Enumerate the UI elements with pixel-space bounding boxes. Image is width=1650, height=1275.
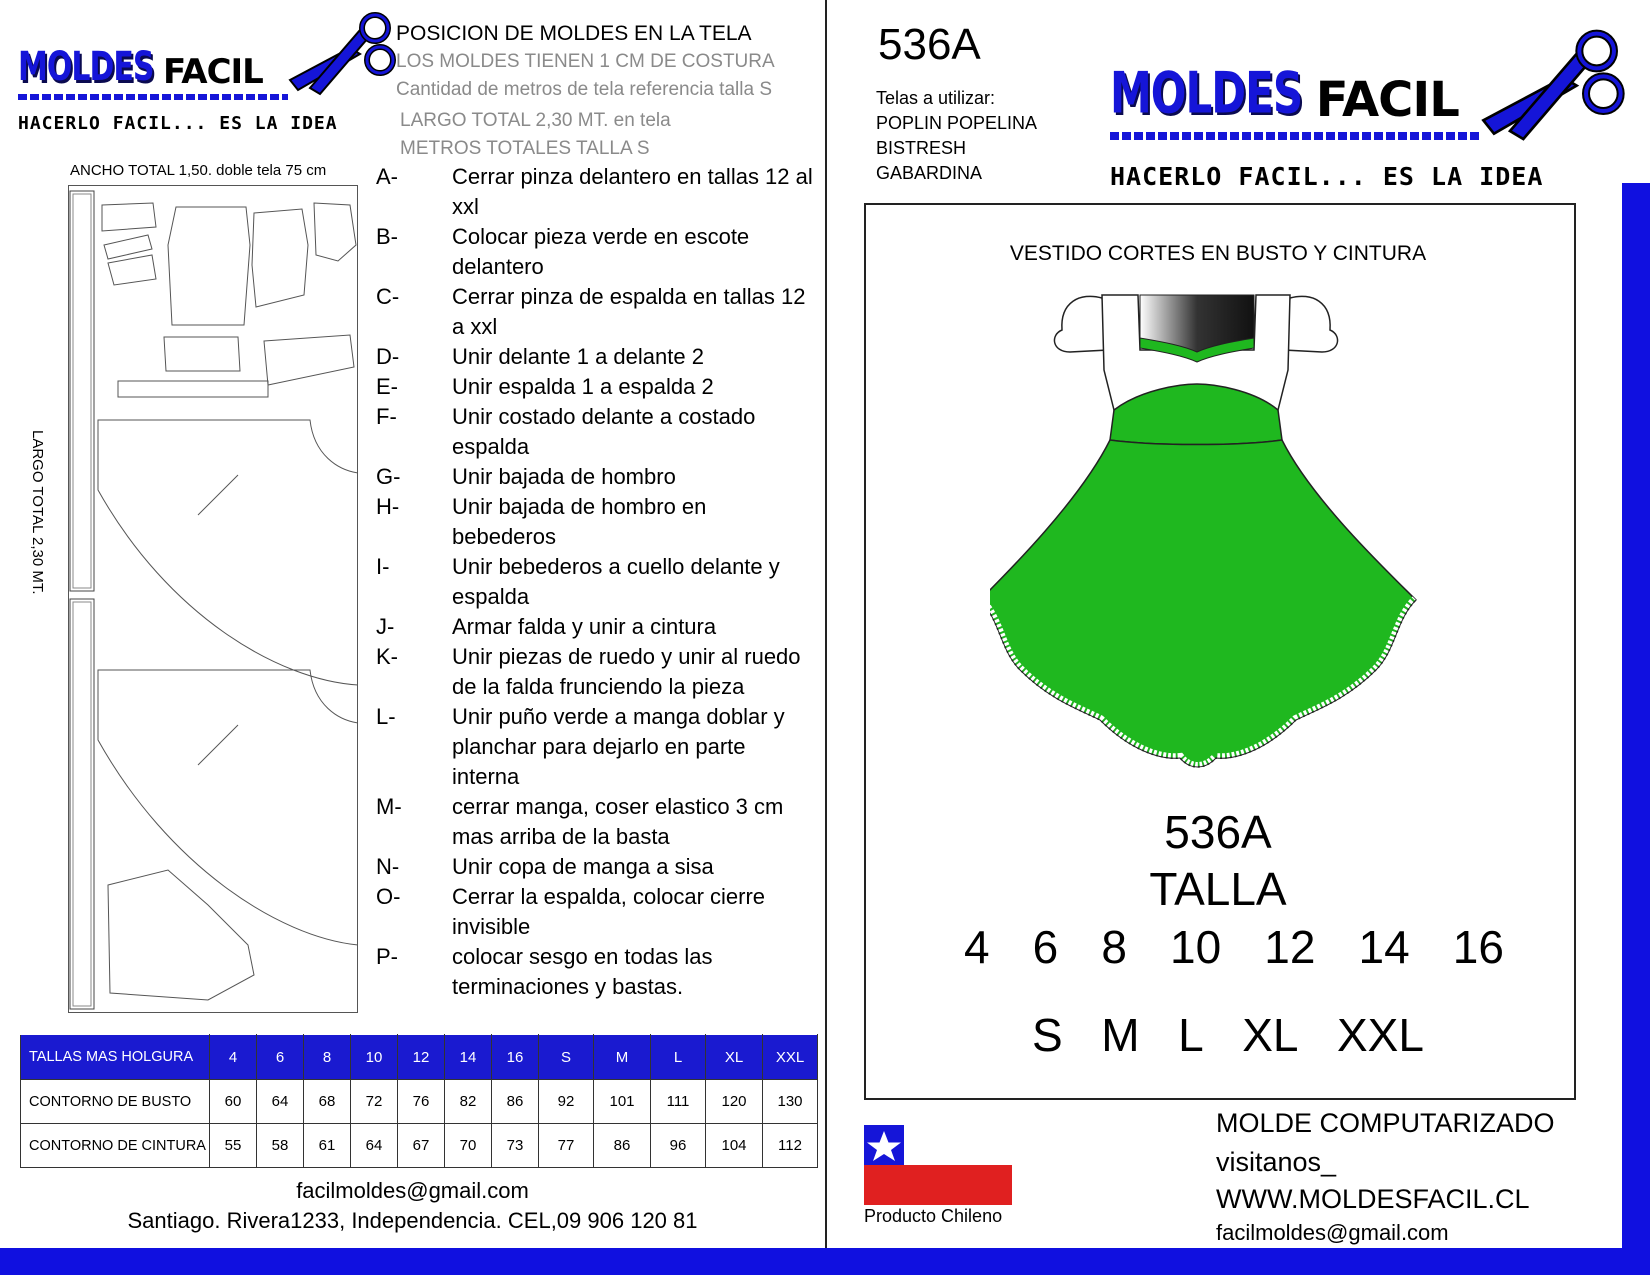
instruction-item: C- Cerrar pinza de espalda en tallas 12 a xxl [376,284,806,339]
fabric-item: POPLIN POPELINA [876,113,1038,133]
header-line-2: LOS MOLDES TIENEN 1 CM DE COSTURA [396,51,775,72]
instruction-item: E- Unir espalda 1 a espalda 2 [376,374,714,399]
flag-caption: Producto Chileno [864,1206,1003,1226]
instruction-item: P- colocar sesgo en todas las terminaciones y bastas. [376,944,713,999]
contact-line-1: MOLDE COMPUTARIZADO [1216,1108,1555,1138]
size-value: 10 [1170,921,1222,973]
instruction-item: H- Unir bajada de hombro en bebederos [376,494,707,549]
header-line-4: LARGO TOTAL 2,30 MT. en tela [400,110,671,131]
website-link[interactable]: WWW.MOLDESFACIL.CL [1216,1184,1530,1214]
scissors-icon [280,10,400,100]
fabrics-block [876,86,1037,186]
header-line-3: Cantidad de metros de tela referencia talla S [396,79,772,100]
instructions-list [376,162,816,1002]
size-value: S [1032,1009,1063,1061]
bottom-blue-band [0,1248,1650,1275]
logo-tagline: HACERLO FACIL... ES LA IDEA [18,113,338,134]
logo-left [18,40,398,135]
fabric-item: BISTRESH [876,138,967,158]
pattern-layout-diagram [68,185,358,1013]
size-value: XXL [1337,1009,1424,1061]
right-blue-band [1622,183,1650,1253]
instruction-item: N- Unir copa de manga a sisa [376,854,714,879]
code-top: 536A [878,20,981,69]
contact-email[interactable]: facilmoldes@gmail.com [1216,1220,1449,1245]
length-label: LARGO TOTAL 2,30 MT. [29,430,46,595]
instruction-item: I- Unir bebederos a cuello delante y espalda [376,554,780,609]
size-value: L [1178,1009,1204,1061]
instruction-item: B- Colocar pieza verde en escote delantero [376,224,750,279]
instruction-item: F- Unir costado delante a costado espalda [376,404,756,459]
logo-stripes [18,94,288,100]
size-value: 12 [1264,921,1316,973]
instruction-item: D- Unir delante 1 a delante 2 [376,344,704,369]
logo-stripes [1110,132,1480,140]
footer-email: facilmoldes@gmail.com [296,1178,529,1203]
dress-illustration [990,290,1440,805]
instruction-item: G- Unir bajada de hombro [376,464,676,489]
contact-line-2: visitanos_ [1216,1147,1337,1177]
logo-right [1110,59,1630,197]
chile-flag-icon [864,1125,1012,1205]
product-code: 536A [1164,806,1272,858]
fabrics-title: Telas a utilizar: [876,88,996,108]
size-table-header: TALLAS MAS HOLGURA 4 6 8 10 12 14 16 S M L XL XXL [21,1035,818,1080]
footer-address: Santiago. Rivera1233, Independencia. CEL,09 906 120 81 [127,1208,698,1233]
instruction-item: J- Armar falda y unir a cintura [376,614,717,639]
scissors-icon [1470,27,1630,147]
logo-moldes-text: MOLDES [18,43,154,91]
table-row: CONTORNO DE CINTURA 55 58 61 64 67 70 73 77 86 96 104 112 [21,1124,818,1168]
size-value: 6 [1032,921,1059,973]
logo-tagline: HACERLO FACIL... ES LA IDEA [1110,162,1544,191]
instruction-item: K- Unir piezas de ruedo y unir al ruedo de la falda frunciendo la pieza [376,644,801,699]
numeric-sizes [964,920,1504,974]
letter-sizes [1032,1008,1424,1062]
instruction-item: A- Cerrar pinza delantero en tallas 12 al xxl [376,164,813,219]
size-value: 16 [1452,921,1504,973]
size-value: M [1101,1009,1140,1061]
dress-title: VESTIDO CORTES EN BUSTO Y CINTURA [1009,242,1427,265]
logo-facil-text: FACIL [162,52,263,92]
size-table [20,1034,818,1168]
page-divider [825,0,827,1250]
size-value: XL [1242,1009,1299,1061]
table-row: CONTORNO DE BUSTO 60 64 68 72 76 82 86 92 101 111 120 130 [21,1080,818,1124]
instruction-item: O- Cerrar la espalda, colocar cierre invisible [376,884,766,939]
talla-label: TALLA [1149,863,1287,915]
size-value: 4 [964,921,990,973]
width-label: ANCHO TOTAL 1,50. doble tela 75 cm [70,162,327,179]
header-line-5: METROS TOTALES TALLA S [400,138,650,159]
instruction-item: M- cerrar manga, coser elastico 3 cm mas arriba de la basta [376,794,784,849]
header-line-1: POSICION DE MOLDES EN LA TELA [396,22,752,45]
fabric-item: GABARDINA [876,163,983,183]
instruction-item: L- Unir puño verde a manga doblar y planchar para dejarlo en parte interna [376,704,785,789]
size-value: 14 [1358,921,1410,973]
size-value: 8 [1101,921,1127,973]
logo-moldes-text: MOLDES [1110,59,1303,126]
logo-facil-text: FACIL [1315,72,1459,128]
